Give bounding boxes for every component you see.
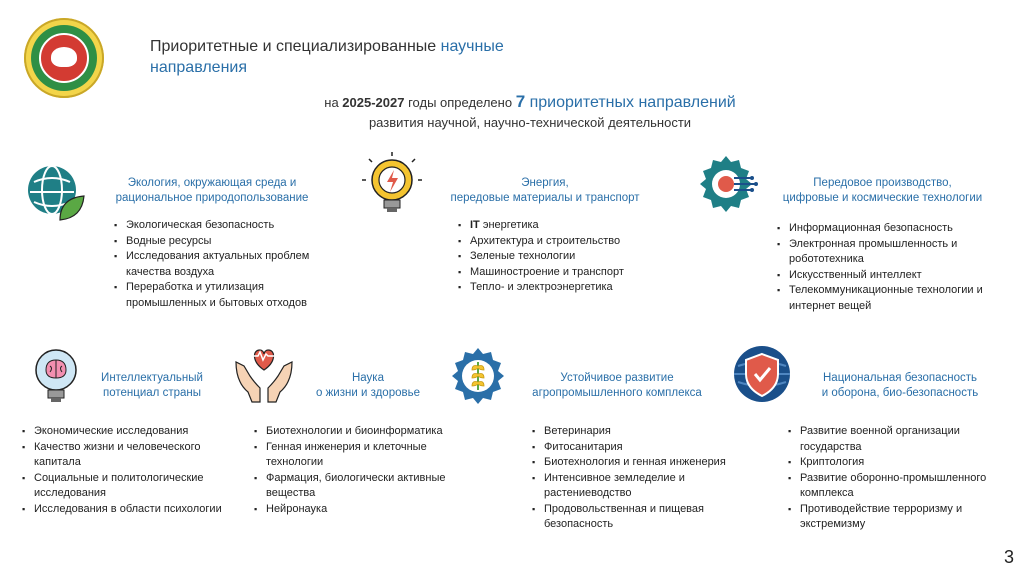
title-text-line2: направления [150,59,247,76]
list-item: ▪ Экономические исследования [20,424,250,440]
list-item: ▪ IT энергетика [456,218,666,234]
subtitle-phrase: приоритетных направлений [525,94,736,111]
list-item: ▪ Переработка и утилизация промышленных и бытовых отходов [112,280,342,311]
list-item: ▪ Продовольственная и пищевая безопасность [530,502,740,533]
list-item: ▪ Ветеринария [530,424,740,440]
list-item: ▪ Исследования в области психологии [20,502,250,518]
list-item: ▪ Противодействие терроризму и экстремизму [786,502,996,533]
brain-bulb-icon [24,342,88,406]
title-highlight: научные [440,38,504,55]
list-item: ▪ Криптология [786,455,996,471]
title-text: Приоритетные и специализированные [150,38,441,55]
list-item: ▪ Развитие оборонно-промышленного комплекса [786,471,996,502]
gear-circuit-icon [694,152,758,216]
area-list-security [786,424,996,533]
area-title-agro [512,371,722,401]
list-item: ▪ Качество жизни и человеческого капитала [20,440,250,471]
area-list-energy [456,218,666,296]
area-title-energy [440,176,650,206]
page-subtitle [250,92,810,133]
list-item: ▪ Экологическая безопасность [112,218,342,234]
subtitle-prefix: на [324,95,343,110]
list-item: ▪ Исследования актуальных проблем качества воздуха [112,249,342,280]
area-title-line: Интеллектуальный [101,372,203,384]
area-title-intellect [82,371,222,401]
list-item: ▪ Фармация, биологически активные вещества [252,471,482,502]
list-item: ▪ Тепло- и электроэнергетика [456,280,666,296]
area-title-production [775,176,990,206]
area-list-agro [530,424,740,533]
area-title-life [298,371,438,401]
area-title-line: рациональное природопользование [115,192,309,204]
area-list-intellect [20,424,250,517]
area-title-line: цифровые и космические технологии [782,192,983,204]
globe-leaf-icon [24,160,88,224]
list-item: ▪ Электронная промышленность и робототехника [775,237,1000,268]
area-title-line: потенциал страны [103,387,201,399]
list-item: ▪ Информационная безопасность [775,221,1000,237]
list-item: ▪ Машиностроение и транспорт [456,265,666,281]
list-item: ▪ Биотехнологии и биоинформатика [252,424,482,440]
subtitle-count: 7 [515,92,526,111]
list-item: ▪ Архитектура и строительство [456,234,666,250]
gear-wheat-icon [446,344,510,408]
area-title-line: и оборона, био-безопасность [821,387,979,399]
list-item: ▪ Искусственный интеллект [775,268,1000,284]
area-title-ecology [112,176,312,206]
subtitle-mid: годы определено [404,95,516,110]
area-title-security [805,371,995,401]
area-title-line: Передовое производство, [813,177,952,189]
page-number: 3 [1003,547,1014,567]
lightbulb-energy-icon [360,152,424,216]
subtitle-years: 2025-2027 [342,95,405,110]
area-title-line: передовые материалы и транспорт [450,192,640,204]
area-title-line: Национальная безопасность [823,372,977,384]
hands-heart-icon [232,342,296,406]
list-item: ▪ Водные ресурсы [112,234,342,250]
list-item: ▪ Генная инженерия и клеточные технологии [252,440,482,471]
it-prefix: IT [470,219,480,231]
area-title-line: о жизни и здоровье [316,387,420,399]
list-item: ▪ Фитосанитария [530,440,740,456]
area-title-line: Энергия, [521,177,569,189]
globe-shield-icon [730,342,794,406]
subtitle-line2: развития научной, научно-технической деятельности [368,115,692,130]
area-list-life [252,424,482,517]
list-item: ▪ Нейронаука [252,502,482,518]
coat-of-arms-emblem [24,18,104,98]
list-item: ▪ Развитие военной организации государства [786,424,996,455]
area-title-line: Экология, окружающая среда и [127,177,297,189]
page-title [150,36,570,78]
area-title-line: Устойчивое развитие [560,372,674,384]
list-item: ▪ Интенсивное земледелие и растениеводство [530,471,740,502]
area-title-line: Наука [351,372,384,384]
list-item: ▪ Биотехнология и генная инженерия [530,455,740,471]
area-list-production [775,221,1000,314]
list-item: ▪ Телекоммуникационные технологии и интернет вещей [775,283,1000,314]
area-title-line: агропромышленного комплекса [532,387,702,399]
list-item: ▪ Зеленые технологии [456,249,666,265]
area-list-ecology [112,218,342,311]
list-item: ▪ Социальные и политологические исследования [20,471,250,502]
